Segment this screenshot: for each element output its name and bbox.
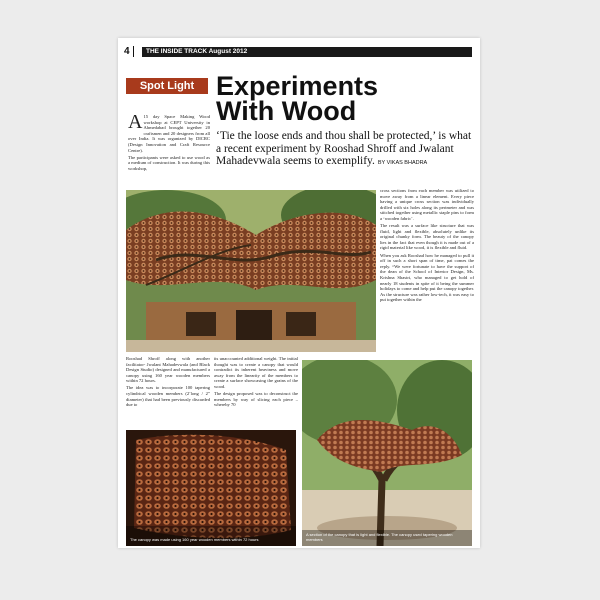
- bottom-col2-paragraph-2: The design proposed was to deconstruct the members by way of slicing each piece – whereby 70: [214, 391, 298, 408]
- canopy-photo-main: [126, 190, 376, 352]
- deck-quote: ‘Tie the loose ends and thou shall be protected,’ is what a recent experiment by Rooshad Shroff and Jwalant Mahadevwala seems to exemplify.: [216, 130, 472, 167]
- caption-tree: A section of the canopy that is light and flexible. The canopy used tapering wooden members: [306, 532, 453, 543]
- bottom-col2-paragraph-1: its unaccounted additional weight. The initial thought was to create a canopy that would contradict its inherent heaviness and move away from the linearity of the members to create a surface showcasing the grains of the wood.: [214, 356, 298, 389]
- right-column: [380, 188, 474, 374]
- bottom-column-1: [126, 356, 210, 432]
- bottom-col1-paragraph-2: The idea was to incorporate 100 tapering cylindrical wooden members (2’long / 2” diameter) that had been previously discarded due to: [126, 385, 210, 408]
- magazine-page: [118, 38, 480, 548]
- spot-light-label: Spot Light: [126, 78, 208, 94]
- page-number: 4: [124, 46, 134, 57]
- article-title: [216, 71, 476, 126]
- title-line-1: Experiments: [216, 71, 379, 101]
- intro-column: [128, 114, 210, 188]
- drop-cap: A: [128, 114, 143, 133]
- section-header-bar: THE INSIDE TRACK August 2012: [142, 47, 472, 57]
- canopy-tree-image: [302, 360, 472, 546]
- title-line-2: With Wood: [216, 96, 357, 126]
- caption-closeup: The canopy was made using 160 year wooden members within 72 hours: [130, 537, 259, 543]
- canopy-main-image: [126, 190, 376, 352]
- right-paragraph-2: The result was a surface like structure that was fluid, light and flexible, absolutely unlike its original chunky form. The beauty of the canopy lies in the fact that even though it is made out of a rigid material like wood, it is flexible and fluid.: [380, 223, 474, 251]
- bottom-column-2: [214, 356, 298, 432]
- canopy-photo-closeup: [126, 430, 296, 546]
- canopy-closeup-image: [126, 430, 296, 546]
- right-paragraph-3: When you ask Rooshad how he managed to pull it off in such a short span of time, pat comes the reply. “We were fortunate to have the support of the dean of the School of Interior Design, Ms. Krishna Shastri, who managed to get hold of nearly 18 students in spite of it being the summer holidays to come and help put the canopy together. As the structure was rather low-tech, it was easy to put together within the: [380, 252, 474, 303]
- canopy-photo-tree: [302, 360, 472, 546]
- byline: BY VIKAS BHADRA: [377, 160, 428, 166]
- bottom-col1-paragraph-1: Rooshad Shroff along with another facilitator- Jwalant Mahadevwala (and Black Design Studio) designed and manufactured a canopy using 160 year wooden members within 72 hours.: [126, 356, 210, 384]
- intro-paragraph-2: The participants were asked to use wood as a medium of construction. It was during this workshop,: [128, 154, 210, 171]
- intro-paragraph-1: 15 day Space Making Wood workshop at CEPT University in Ahmedabad brought together 20 craftsmen and 20 designers from all over India. It was organized by DICRC (Design Innovation and Craft Resource Centre).: [128, 114, 210, 153]
- article-deck: [216, 130, 474, 170]
- right-paragraph-1: cross sections from each member was utilized to move away from a linear element. Every piece having a unique cross section was individually drilled with six holes along its perimeter and was stitched together using metallic staple pins to form a ‘wooden fabric’.: [380, 188, 474, 221]
